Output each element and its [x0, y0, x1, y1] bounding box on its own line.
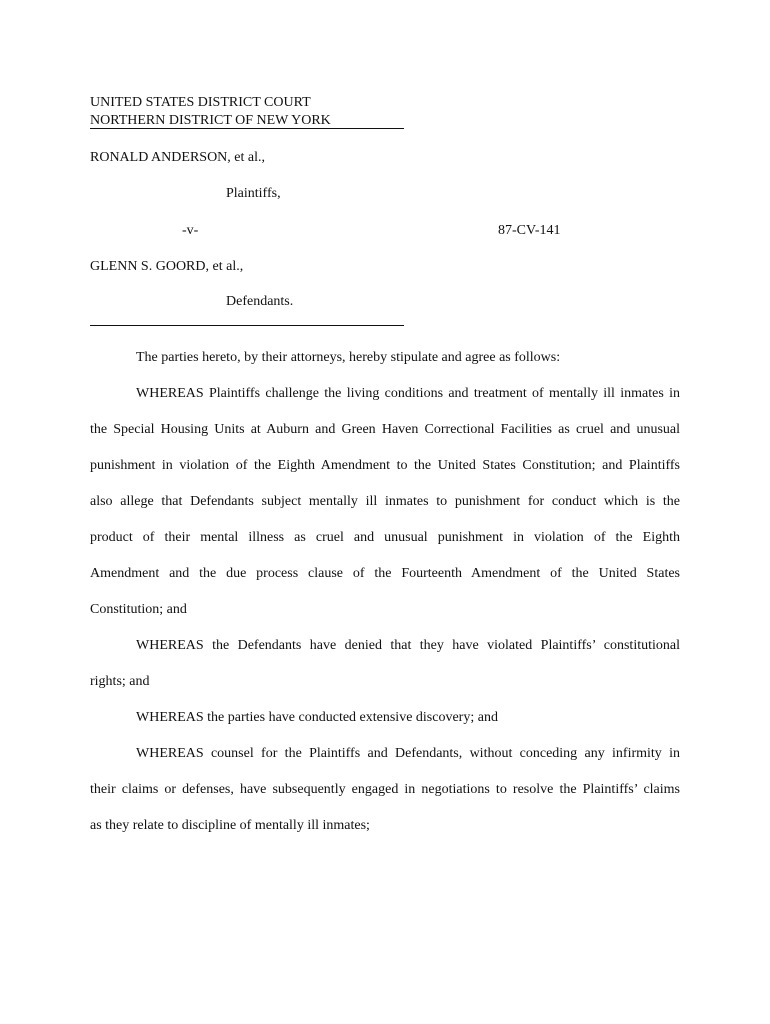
paragraph-line: as they relate to discipline of mentally ill inmates; [90, 818, 370, 833]
versus-label: -v- [182, 223, 199, 238]
defendant-name: GLENN S. GOORD, et al., [90, 259, 244, 274]
defendant-role: Defendants. [226, 294, 294, 309]
paragraph-line: the Special Housing Units at Auburn and Green Haven Correctional Facilities as cruel and unusual [90, 422, 680, 437]
stipulation-paragraph [90, 736, 680, 844]
paragraph-line: WHEREAS Plaintiffs challenge the living conditions and treatment of mentally ill inmates in [136, 386, 680, 401]
district-name: NORTHERN DISTRICT OF NEW YORK [90, 113, 331, 128]
paragraph-line: rights; and [90, 674, 150, 689]
stipulation-paragraph [90, 700, 680, 736]
court-name: UNITED STATES DISTRICT COURT [90, 95, 311, 110]
caption-bottom-rule [90, 325, 404, 326]
caption-top-rule [90, 128, 404, 129]
paragraph-line: also allege that Defendants subject mentally ill inmates to punishment for conduct which is the [90, 494, 680, 509]
paragraph-line: The parties hereto, by their attorneys, hereby stipulate and agree as follows: [136, 350, 561, 365]
case-number: 87-CV-141 [498, 223, 561, 238]
paragraph-line: WHEREAS the Defendants have denied that they have violated Plaintiffs’ constitutional [136, 638, 680, 653]
stipulation-paragraph [90, 376, 680, 628]
plaintiff-name: RONALD ANDERSON, et al., [90, 150, 265, 165]
stipulation-paragraph [90, 340, 680, 376]
paragraph-line: punishment in violation of the Eighth Amendment to the United States Constitution; and Plaintiffs [90, 458, 680, 473]
stipulation-body [90, 340, 680, 844]
paragraph-line: WHEREAS the parties have conducted extensive discovery; and [136, 710, 498, 725]
paragraph-line: their claims or defenses, have subsequently engaged in negotiations to resolve the Plaintiffs’ claims [90, 782, 680, 797]
paragraph-line: WHEREAS counsel for the Plaintiffs and Defendants, without conceding any infirmity in [136, 746, 680, 761]
plaintiff-role: Plaintiffs, [226, 186, 281, 201]
paragraph-line: Constitution; and [90, 602, 187, 617]
paragraph-line: Amendment and the due process clause of the Fourteenth Amendment of the United States [90, 566, 680, 581]
stipulation-paragraph [90, 628, 680, 700]
paragraph-line: product of their mental illness as cruel and unusual punishment in violation of the Eighth [90, 530, 680, 545]
